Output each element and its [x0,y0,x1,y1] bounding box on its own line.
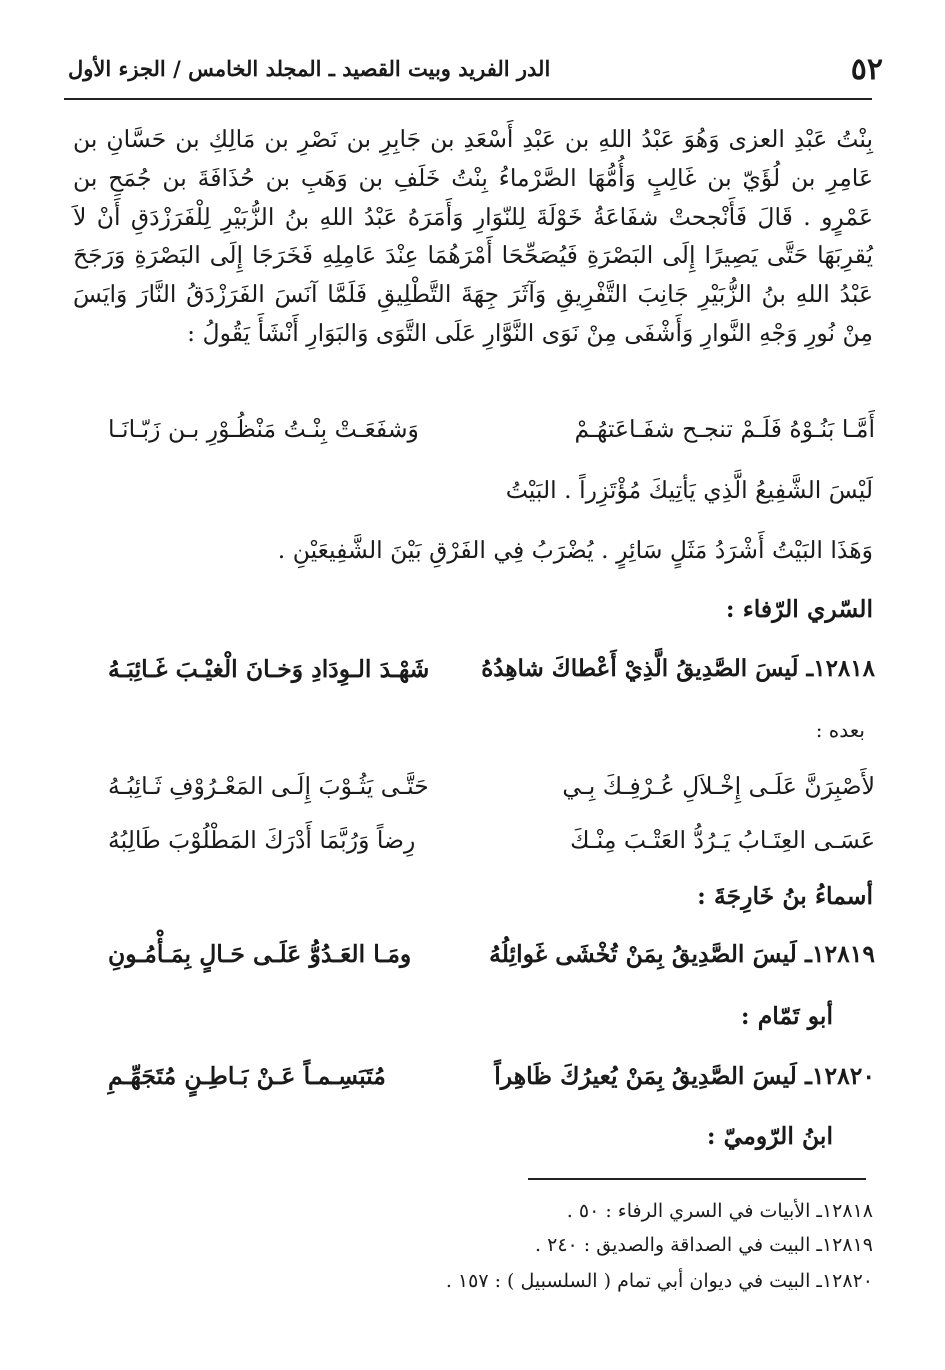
verse-second-hemistich: وَشفَعَـتْ بِنْـتُ مَنْظُـوْرِ بـن زَبّـانَـا [108,415,419,443]
verse-12818-first: ١٢٨١٨ـ لَيسَ الصَّدِيقُ الَّذِيْ أَعْطاكَ شاهِدُهُ [481,655,875,682]
couplet-line-1-second: حَتَّـى يَثُـوْبَ إِلَـى المَعْـرُوْفِ ثَـائِبُـهُ [108,772,429,800]
verse-12818-second: شَهْـدَ الـوِدَادِ وَخـانَ الْغيْـبَ غَـائِبَـهُ [108,655,430,683]
footnote: ١٢٨١٨ـ الأبيات في السري الرفاء : ٥٠ . [566,1200,873,1222]
couplet-line-1-first: لأَصْبِرَنَّ عَلَـى إِخْـلاَلِ عُـرْفِـكَ بِـي [562,772,875,800]
footnote: ١٢٨٢٠ـ البيت في ديوان أبي تمام ( السلسبيل ) : ١٥٧ . [445,1270,873,1292]
after-label: بعده : [815,718,865,742]
verse-12820-second: مُتَبَسِـمـاً عَـنْ بَـاطِـنٍ مُتَجَهِّـمِ [108,1062,386,1090]
page-number: ٥٢ [850,52,883,87]
verse-quote-line: لَيْسَ الشَّفِيعُ الَّذِي يَأتِيكَ مُؤْتَزِراً . البَيْتُ [505,476,873,504]
running-title: الدر الفريد وبيت القصيد ـ المجلد الخامس / الجزء الأول [68,56,551,81]
verse-12819-first: ١٢٨١٩ـ لَيسَ الصَّدِيقُ بِمَنْ تُخْشَى غَوائِلُهُ [489,940,875,968]
couplet-line-2-first: عَسَـى العِتَـابُ يَـرُدُّ العَتْـبَ مِنْـكَ [570,826,875,854]
poet-name: أسماءُ بنُ خَارِجَةَ : [697,882,873,910]
header-rule [64,98,872,100]
poet-name: السّري الرّفاء : [725,595,873,623]
poet-name: أبو تَمّام : [740,1002,833,1030]
poet-name: ابنُ الرّوميّ : [706,1122,833,1150]
verse-12819-second: ومَـا العَـدُوُّ عَلَـى حَـالٍ بِمَـأْمُـونِ [108,940,412,968]
footnote: ١٢٨١٩ـ البيت في الصداقة والصديق : ٢٤٠ . [535,1234,873,1256]
verse-12820-first: ١٢٨٢٠ـ لَيسَ الصَّدِيقُ بِمَنْ يُعيرُكَ ظَاهِراً [494,1062,875,1090]
couplet-line-2-second: رِضاً وَرُبَّمَا أَدْرَكَ المَطْلُوْبَ طَالِبُهُ [108,826,416,854]
prose-paragraph: بِنْتُ عَبْدِ العزى وَهُوَ عَبْدُ اللهِ بن عَبْدِ أَسْعَدِ بن جَابِرِ بن نَصْرِ بن مَالِكِ بن حَسَّانِ بن عَامِرِ بن لُؤَيّ بن غَالِبٍ وَأُمُّهَا الصَّرْماءُ بِنْتُ خَلَفِ بن وَهَبِ بن حُذَافَةَ بن جُمَحِ بن عَمْرٍو . قَالَ فَأَنْجحتْ شفَاعَةُ خَوْلَةَ لِلنّوَارِ وَأَمَرَهُ عَبْدُ اللهِ بنُ الزُّبَيْرِ لِلْفَرَزْدَقِ أَنْ لاَ يُقرِبَهَا حَتَّى يَصِيرًا إِلَى البَصْرَةِ فَيُصَحِّحَا أَمْرَهُمَا عِنْدَ عَامِلِهِ فَخَرَجَا إِلَى البَصْرَةِ وَرَجَحَ عَبْدُ اللهِ بنُ الزُّبَيْرِ جَانِبَ التَّفْرِيقِ وَآثَرَ جِهَةَ التَّطْلِيقِ فَلَمَّا آنَسَ الفَرَزْدَقُ النَّارَ وَايَسَ مِنْ نُورِ وَجْهِ النَّوارِ وَأَشْفَى مِنْ نَوَى النَّوَّارِ عَلَى التَّوَى وَالبَوَارِ أَنْشَأَ يَقُولُ : [73,125,873,347]
footnote-rule [528,1178,866,1180]
remark-line: وَهَذَا البَيْتُ أَشْرَدُ مَثَلٍ سَائِرٍ . يُضْرَبُ فِي الفَرْقِ بَيْنَ الشَّفِيعَيْنِ . [277,536,873,564]
verse-first-hemistich: أَمَّـا بَنُـوْهُ فَلَـمْ تنجـح شفَـاعَتهُـمْ [574,415,875,443]
